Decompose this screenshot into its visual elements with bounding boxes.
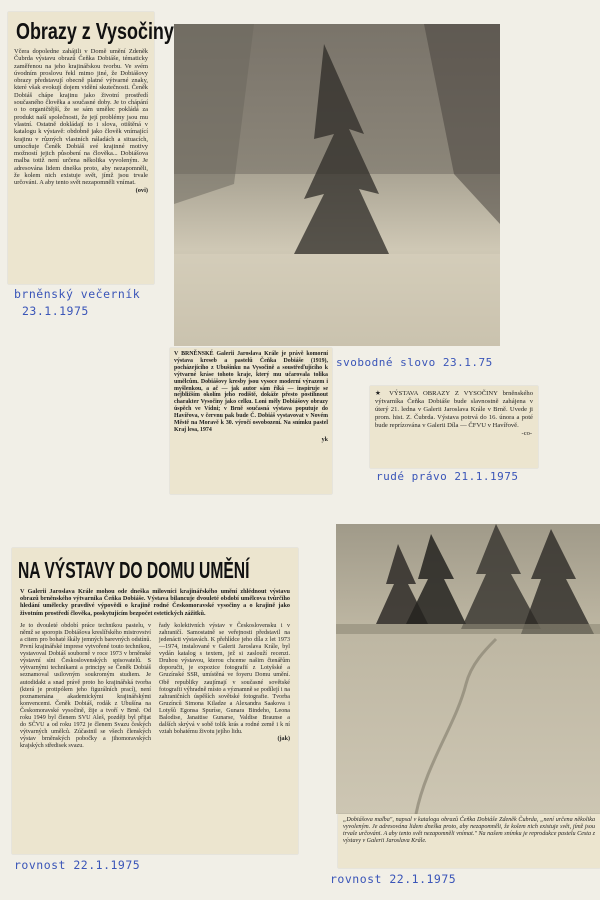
article-column-1: Je to dvouleté období práce technikou pastelu, v němž se sporopis Dobiášova kreslířského mistrovství a citem pro bohaté škály jemných barevných odstínů. První krajinářské imprese vytvořené touto technikou, vystavoval Dobiáš souborně v roce 1973 v brněnské výstavní síni Československých spisovatelů. S výtvarnými technikami a principy se Čeněk Dobiáš seznamoval usilovným soukromým studiem. Je autodidakt a snad právě proto ho krajinářská tvorba (která je protipólem jeho figurálních prací), není poznamenána akademickými krajinářskými konvencemi. Čeněk Dobiáš, rodák z Ubušína na Českomoravské vysočině, žije a tvoří v Brně. Od roku 1949 byl členem SVU Aleš, později byl přijat do SČVU a od roku 1972 je členem Svazu českých výtvarných umělců. Zúčastnil se všech členských výstav brněnských pobočky a jihomoravských krajských středisek svazu. — [20, 622, 151, 750]
pastel-path-photo — [336, 524, 600, 814]
clipping-notice — [370, 386, 538, 468]
pastel-forest-photo — [174, 24, 500, 346]
handwritten-source-note-5: rovnost 22.1.1975 — [330, 872, 457, 886]
handwritten-source-note: brněnský večerník — [14, 287, 141, 301]
clipping-caption-brno — [170, 348, 332, 494]
handwritten-source-note-2: svobodné slovo 23.1.75 — [336, 356, 493, 369]
article-signature: (ovi) — [135, 186, 148, 194]
article-headline: NA VÝSTAVY DO DOMU UMĚNÍ — [18, 557, 250, 583]
photo-caption-2: „Dobiášova malba", napsal v katalogu obrazů Čeňka Dobiáše Zdeněk Čubrda, „není určena několika vyvoleným. Je adresována lidem dneška proto, aby nezapomněli, že kolem nich existuje svět, jímž jsou trvale určováni. A aby tento svět nezapomněli vnímat." Na našem snímku je reprodukce pastelu Cesta z výstavy v Galerii Jaroslava Krále. — [343, 817, 595, 845]
clipping-na-vystavy — [12, 548, 298, 854]
article-lead: V Galerii Jaroslava Krále mohou ode dneška milovníci krajinářského umění zhlédnout výstavu obrazů brněnského výtvarníka Čeňka Dobiáše. Výstava bilancuje dvouleté období umělcova tvůrčího hledání umělecky pravdivé výpovědi o krajině rodné Českomoravské vysočiny a o krajině jako životním prostředí člověka, poskytujícím bezpočet estetických zážitků. — [20, 588, 290, 617]
article-title: Obrazy z Vysočiny — [16, 18, 174, 44]
article-column-2: řady kolektivních výstav v Československu i v zahraničí. Samostatně se veřejnosti představil na jedenácti výstavách. K přehlídce jeho díla z let 1973—1974, instalované v Galerii Jaroslava Krále, byl vydán katalog s textem, jež si zaslouží recenzi. Druhou výstavou, kterou chceme našim čtenářům doporučit, je expozice fotografií z Lotyšské a Gruzínské SSR, umístěná ve foyeru Domu umění. Obě republiky zaujímají v současné sovětské fotografii výhradně místo a významně se podílejí i na zahraničních úspěších sovětské fotografie. Tvorba Gruzínců Simona Kiladze a Alexandra Saakova i Lotyšů Egonsa Spuríse, Gunara Bindeho, Leona Balodise, Janaitise Gunarse, Valdise Braunse a dalších skrývá v sobě tolik krás a rodné země i k ní vztah bohatému životu jejího lidu. — [159, 622, 290, 736]
notice-signature: -co- — [521, 429, 532, 437]
article-column-2-wrap — [159, 623, 290, 751]
article-columns — [20, 623, 290, 751]
handwritten-source-note-4: rovnost 22.1.1975 — [14, 858, 141, 872]
article-signature-2: (jak) — [277, 736, 290, 743]
handwritten-source-note-3: rudé právo 21.1.1975 — [376, 470, 519, 483]
clipping-obrazy-z-vysociny — [8, 12, 174, 284]
article-body: Včera dopoledne zahájili v Domě umění Zdeněk Čubrda výstavu obrazů Čeňka Dobiáše, tématicky zaměřenou na jeho krajinářskou tvorbu. Ve svém úvodním proslovu řekl mimo jiné, že Dobiášovy obrazy představují obecně platné výtvarné znaky, které však evokují dojem vidění skutečnosti. Čeněk Dobiáš chápe krajinu jako životní prostředí současného člověka a současné doby. Je to chápání o to organičtější, že se sám umělec pokládá za produkt naší společnosti, že její problémy jsou mu vlastní. Ostatně dokládají to i slova, otištěná v katalogu k výstavě: obdobně jako člověk vnímající krajinu v různých vlastních náladách a situacích, umocňuje Čeněk Dobiáš své krajinné motivy možností jejich působení na člověka... Dobiášova malba totiž není určena několika vyvoleným. Je adresována lidem dneška proto, aby nezapomněli, že kolem nich existuje svět, jímž jsou trvale určováni. A aby tento svět nezapomněli vnímat. — [14, 48, 148, 187]
clipping-caption-cesta — [338, 814, 600, 868]
notice-text: ★ VÝSTAVA OBRAZY Z VYSOČINY brněnského výtvarníka Čeňka Dobiáše bude slavnostně zahájena v úterý 21. ledna v Galerii Jaroslava Krále v Brně. Uvede ji prom. hist. Z. Čubrda. Výstava potrvá do 16. února a poté bude reprízována v Galerii Díla — ČFVU v Havířově. — [375, 390, 533, 429]
caption-signature: yk — [321, 436, 328, 443]
photo-caption: V BRNĚNSKÉ Galerii Jaroslava Krále je právě komorní výstava kreseb a pastelů Čeňka Dobiáše (1919), pocházejícího z Ubušínku na Vysočině a soustřeďujícího k výtvarné kráse tohoto kraje, který mu učarovala tolika umělcům. Dobiášovy kresby jsou vysoce moderní výrazem i myšlenkou, a ač — jak autor sám říká — inspiruje se nejbližším okolím jeho rodiště, dokáže přesto postihnout charakter Vysočiny jako celku. Loni měly Dobiášovy obrazy úspěch ve Vídni; v Brně současná výstava poputuje do Havířova, v červnu pak bude Č. Dobiáš vystavovat v Novém Městě na Moravě k 30. výročí osvobození. Na snímku pastel Kraj lesa, 1974 — [174, 351, 328, 433]
handwritten-date: 23.1.1975 — [22, 304, 89, 318]
snowy-path-image — [336, 524, 600, 814]
forest-pastel-image — [174, 24, 500, 346]
